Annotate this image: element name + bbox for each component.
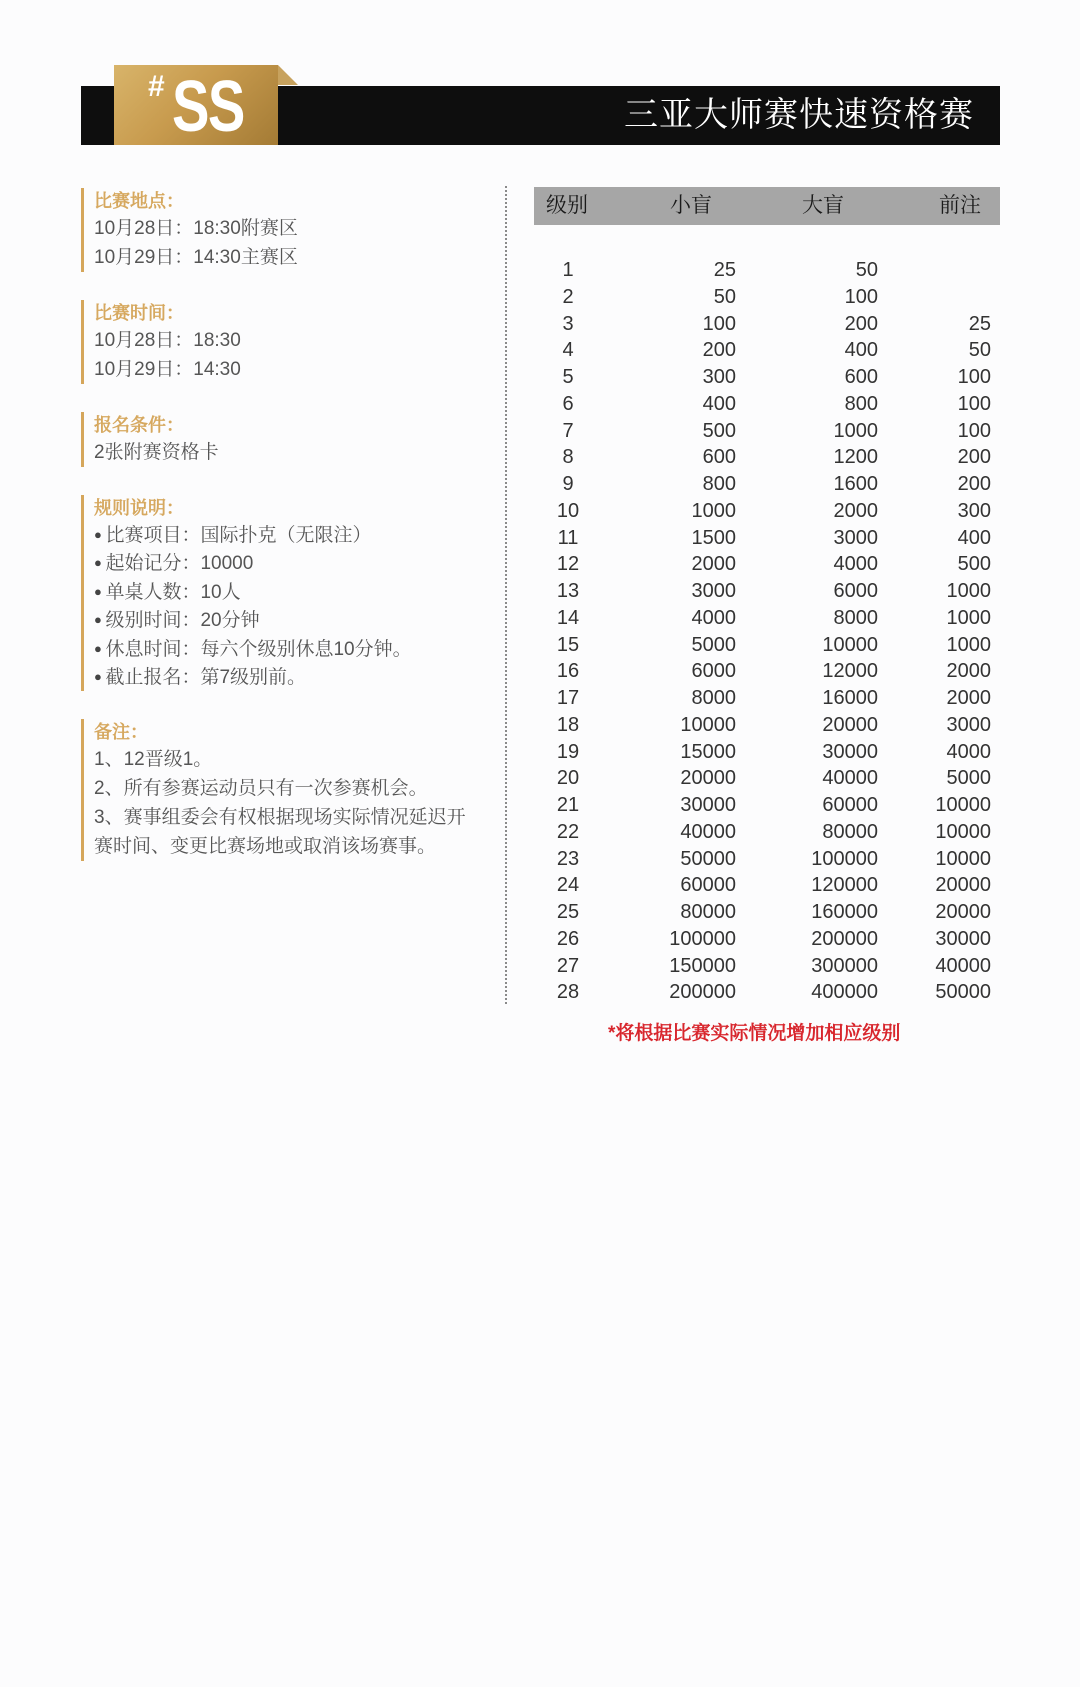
level-cell: 18: [556, 713, 580, 736]
ante-cell: 20000: [935, 901, 991, 923]
small-blind-cell: 50: [713, 285, 736, 308]
table-footnote: *将根据比赛实际情况增加相应级别: [608, 1023, 901, 1044]
big-blind-cell: 200000: [811, 927, 878, 950]
big-blind-cell: 12000: [822, 660, 878, 683]
level-cell: 2: [562, 285, 574, 308]
big-blind-cell: 40000: [822, 767, 878, 790]
level-cell: 5: [562, 366, 574, 388]
section-title: 备注：: [94, 722, 148, 743]
table-row: [534, 899, 1000, 926]
small-blind-cell: 200000: [669, 981, 736, 1004]
big-blind-cell: 200: [844, 312, 878, 335]
small-blind-cell: 300: [702, 366, 736, 388]
table-row: [534, 444, 1000, 471]
ante-cell: 2000: [946, 660, 991, 683]
level-cell: 27: [556, 954, 580, 977]
ante-cell: 300: [957, 499, 991, 522]
small-blind-cell: 3000: [691, 580, 736, 602]
small-blind-cell: 15000: [680, 740, 736, 763]
info-column: [81, 188, 481, 889]
table-row: [534, 418, 1000, 445]
table-row: [534, 926, 1000, 953]
table-row: [534, 257, 1000, 284]
level-cell: 19: [556, 740, 580, 763]
level-cell: 23: [556, 847, 580, 870]
big-blind-cell: 60000: [822, 794, 878, 816]
ante-cell: 100: [957, 419, 991, 442]
rule-item: ● 级别时间：20分钟: [94, 606, 481, 634]
small-blind-cell: 80000: [680, 901, 736, 923]
rule-item: ● 截止报名：第7级别前。: [94, 663, 481, 691]
level-cell: 16: [556, 660, 580, 683]
level-cell: 6: [562, 392, 574, 415]
level-cell: 14: [556, 606, 580, 629]
level-cell: 7: [562, 419, 574, 442]
level-cell: 17: [556, 687, 580, 709]
ante-cell: 30000: [935, 927, 991, 950]
level-cell: 3: [562, 312, 574, 335]
level-cell: 8: [562, 446, 574, 469]
small-blind-cell: 25: [713, 259, 736, 281]
header-big-blind: 大盲: [802, 194, 844, 217]
big-blind-cell: 100: [844, 285, 878, 308]
big-blind-cell: 30000: [822, 740, 878, 763]
big-blind-cell: 10000: [822, 633, 878, 656]
big-blind-cell: 160000: [811, 901, 878, 923]
level-cell: 15: [556, 633, 580, 656]
level-cell: 20: [556, 767, 580, 790]
table-row: [534, 872, 1000, 899]
big-blind-cell: 20000: [822, 713, 878, 736]
level-cell: 1: [562, 259, 574, 281]
small-blind-cell: 400: [702, 392, 736, 415]
table-row: [534, 364, 1000, 391]
info-line: 10月29日：14:30: [94, 359, 241, 380]
ante-cell: 10000: [935, 820, 991, 843]
ante-cell: 20000: [935, 874, 991, 897]
location-section: [81, 188, 481, 272]
note-line: 2、所有参赛运动员只有一次参赛机会。: [94, 778, 428, 800]
table-row: [534, 739, 1000, 766]
ante-cell: 100: [957, 392, 991, 415]
big-blind-cell: 400000: [811, 981, 878, 1004]
small-blind-cell: 800: [702, 473, 736, 495]
notes-section: [81, 719, 481, 861]
rules-section: [81, 495, 481, 691]
big-blind-cell: 300000: [811, 954, 878, 977]
small-blind-cell: 600: [702, 446, 736, 469]
small-blind-cell: 40000: [680, 820, 736, 843]
level-cell: 13: [556, 580, 580, 602]
badge-hash: #: [148, 70, 165, 103]
table-row: [534, 311, 1000, 338]
section-title: 比赛时间：: [94, 303, 184, 323]
big-blind-cell: 100000: [811, 847, 878, 870]
level-cell: 26: [556, 927, 580, 950]
blinds-table-header: [534, 187, 1000, 225]
rule-item: ● 比赛项目：国际扑克（无限注）: [94, 521, 481, 549]
rule-item: ● 休息时间：每六个级别休息10分钟。: [94, 635, 481, 663]
ante-cell: 25: [968, 312, 991, 335]
badge-code: SS: [172, 67, 244, 147]
big-blind-cell: 50: [855, 259, 878, 281]
table-row: [534, 712, 1000, 739]
table-row: [534, 953, 1000, 980]
note-line: 1、12晋级1。: [94, 749, 213, 771]
level-cell: 12: [556, 553, 580, 576]
table-row: [534, 498, 1000, 525]
big-blind-cell: 16000: [822, 687, 878, 709]
small-blind-cell: 150000: [669, 954, 736, 977]
small-blind-cell: 100000: [669, 927, 736, 950]
small-blind-cell: 20000: [680, 767, 736, 790]
small-blind-cell: 2000: [691, 553, 736, 576]
big-blind-cell: 1200: [833, 446, 878, 469]
small-blind-cell: 6000: [691, 660, 736, 683]
ante-cell: 50000: [935, 981, 991, 1004]
big-blind-cell: 4000: [833, 553, 878, 576]
level-cell: 21: [556, 794, 580, 816]
table-row: [534, 765, 1000, 792]
small-blind-cell: 5000: [691, 633, 736, 656]
level-cell: 4: [562, 339, 574, 362]
table-row: [534, 658, 1000, 685]
big-blind-cell: 8000: [833, 606, 878, 629]
ante-cell: 1000: [946, 580, 991, 602]
big-blind-cell: 1000: [833, 419, 878, 442]
table-row: [534, 685, 1000, 712]
ante-cell: 4000: [946, 740, 991, 763]
small-blind-cell: 30000: [680, 794, 736, 816]
ante-cell: 400: [957, 526, 991, 549]
info-line: 10月28日：18:30附赛区: [94, 218, 298, 239]
big-blind-cell: 3000: [833, 526, 878, 549]
section-title: 比赛地点：: [94, 191, 184, 211]
level-cell: 11: [557, 526, 579, 549]
small-blind-cell: 60000: [680, 874, 736, 897]
table-row: [534, 471, 1000, 498]
table-row: [534, 846, 1000, 873]
small-blind-cell: 10000: [680, 713, 736, 736]
table-row: [534, 578, 1000, 605]
small-blind-cell: 1000: [691, 499, 736, 522]
page-title: 三亚大师赛快速资格赛: [624, 96, 974, 134]
note-line: 赛时间、变更比赛场地或取消该场赛事。: [94, 836, 437, 858]
rule-item: ● 起始记分：10000: [94, 549, 481, 577]
rule-item: ● 单桌人数：10人: [94, 578, 481, 606]
small-blind-cell: 8000: [691, 687, 736, 709]
level-cell: 22: [556, 820, 580, 843]
big-blind-cell: 1600: [833, 473, 878, 495]
info-line: 2张附赛资格卡: [94, 442, 219, 463]
ante-cell: 5000: [946, 767, 991, 790]
small-blind-cell: 50000: [680, 847, 736, 870]
ante-cell: 50: [968, 339, 991, 362]
small-blind-cell: 500: [702, 419, 736, 442]
table-row: [534, 605, 1000, 632]
ante-cell: 200: [957, 446, 991, 469]
info-line: 10月29日：14:30主赛区: [94, 247, 298, 268]
table-row: [534, 979, 1000, 1006]
header-ante: 前注: [939, 194, 981, 217]
small-blind-cell: 100: [702, 312, 736, 335]
big-blind-cell: 600: [844, 366, 878, 388]
ante-cell: 100: [957, 366, 991, 388]
table-row: [534, 792, 1000, 819]
level-cell: 28: [556, 981, 580, 1004]
level-cell: 9: [562, 473, 574, 495]
small-blind-cell: 4000: [691, 606, 736, 629]
big-blind-cell: 80000: [822, 820, 878, 843]
table-row: [534, 284, 1000, 311]
small-blind-cell: 200: [702, 339, 736, 362]
small-blind-cell: 1500: [691, 526, 736, 549]
info-line: 10月28日：18:30: [94, 330, 241, 351]
ante-cell: 2000: [946, 687, 991, 709]
big-blind-cell: 800: [844, 392, 878, 415]
badge-fold-corner: [278, 65, 298, 85]
table-row: [534, 819, 1000, 846]
table-row: [534, 551, 1000, 578]
ante-cell: 40000: [935, 954, 991, 977]
ante-cell: 1000: [946, 633, 991, 656]
table-row: [534, 337, 1000, 364]
big-blind-cell: 120000: [811, 874, 878, 897]
level-cell: 24: [556, 874, 580, 897]
ante-cell: 200: [957, 473, 991, 495]
time-section: [81, 300, 481, 384]
big-blind-cell: 400: [844, 339, 878, 362]
level-cell: 25: [556, 901, 580, 923]
header-level: 级别: [546, 194, 588, 217]
ante-cell: 500: [957, 553, 991, 576]
big-blind-cell: 6000: [833, 580, 878, 602]
table-row: [534, 632, 1000, 659]
section-title: 报名条件：: [94, 415, 184, 435]
requirement-section: [81, 412, 481, 467]
ante-cell: 3000: [946, 713, 991, 736]
table-row: [534, 525, 1000, 552]
ante-cell: 10000: [935, 794, 991, 816]
big-blind-cell: 2000: [833, 499, 878, 522]
table-row: [534, 391, 1000, 418]
dotted-divider: [505, 186, 507, 1004]
level-cell: 10: [556, 499, 580, 522]
ante-cell: 10000: [935, 847, 991, 870]
note-line: 3、赛事组委会有权根据现场实际情况延迟开: [94, 807, 466, 829]
ante-cell: 1000: [946, 606, 991, 629]
header-small-blind: 小盲: [670, 194, 712, 217]
section-title: 规则说明：: [94, 498, 184, 518]
blinds-table-body: [534, 257, 1000, 1006]
